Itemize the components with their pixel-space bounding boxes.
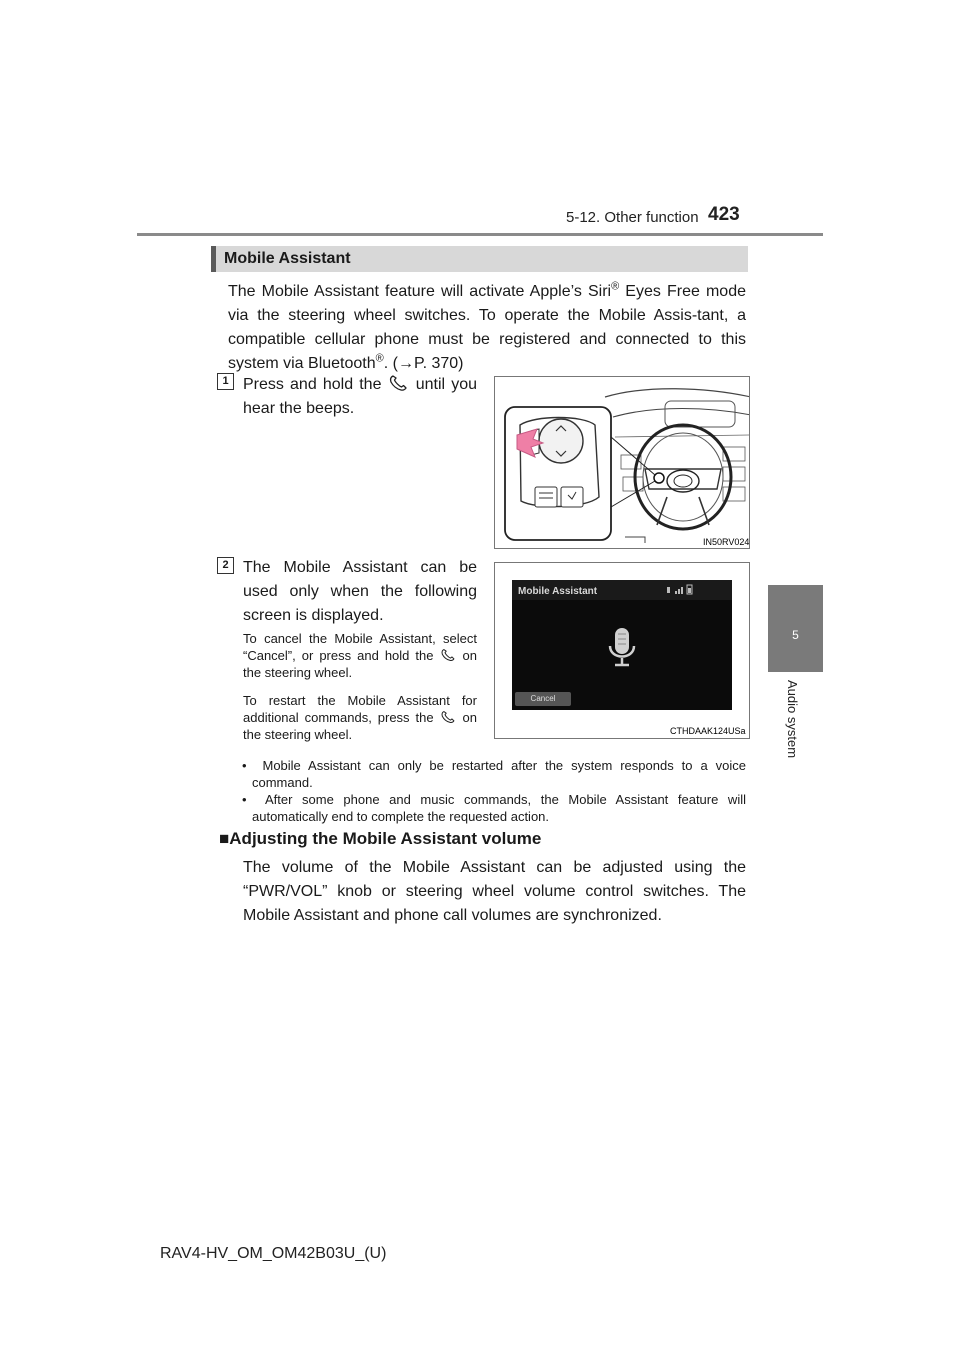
- steering-wheel-figure: [494, 376, 750, 549]
- steering-wheel-illustration: [495, 377, 750, 549]
- screen-title: Mobile Assistant: [518, 586, 598, 597]
- intro-paragraph: The Mobile Assistant feature will activate Apple’s Siri® Eyes Free mode via the steering wheel switches. To operate the Mobile Assis-tant, a compatible cellular phone must be registered and connected to this system via Bluetooth®. (→P. 370): [228, 280, 747, 372]
- phone-icon: [440, 710, 457, 724]
- bullet-note-2: • After some phone and music commands, the Mobile Assistant feature will automatically end to complete the requested action.: [242, 792, 746, 824]
- screen-graphics: [512, 580, 732, 710]
- cancel-button[interactable]: Cancel: [515, 692, 571, 706]
- page-number: 423: [708, 204, 740, 225]
- bluetooth-icon: [667, 587, 670, 593]
- section-title-accent: [211, 246, 216, 272]
- phone-icon: [440, 648, 457, 662]
- page-reference-link[interactable]: P. 370): [413, 355, 464, 372]
- restart-note: To restart the Mobile Assistant for additional commands, press the on the steering wheel.: [243, 693, 477, 742]
- step-number-2: 2: [217, 557, 234, 574]
- microphone-icon: [610, 628, 634, 665]
- header-rule: [137, 233, 823, 236]
- subsection-marker: ■: [219, 829, 230, 848]
- step-2-text: The Mobile Assistant can be used only when the following screen is displayed.: [243, 559, 477, 624]
- figure-code-2: CTHDAAK124USa: [670, 726, 746, 736]
- cancel-note: To cancel the Mobile Assistant, select “Cancel”, or press and hold the on the steering wheel.: [243, 631, 477, 680]
- display-screen: [512, 580, 732, 710]
- volume-paragraph: The volume of the Mobile Assistant can be adjusted using the “PWR/VOL” knob or steering wheel volume control switches. The Mobile Assistant and phone call volumes are synchronized.: [243, 859, 746, 924]
- subsection-heading: ■Adjusting the Mobile Assistant volume: [219, 829, 542, 848]
- chapter-title: Audio system: [785, 680, 800, 759]
- step-1-text: Press and hold the until you hear the beeps.: [243, 376, 477, 417]
- step-number-1: 1: [217, 373, 234, 390]
- document-code: RAV4-HV_OM_OM42B03U_(U): [160, 1245, 387, 1262]
- phone-icon: [388, 374, 410, 392]
- figure-code-1: IN50RV024: [703, 537, 750, 547]
- section-header: 5-12. Other function: [566, 209, 699, 226]
- bullet-note-1: • Mobile Assistant can only be restarted after the system responds to a voice command.: [242, 758, 746, 790]
- chapter-number: 5: [792, 628, 799, 642]
- section-title: Mobile Assistant: [224, 250, 351, 267]
